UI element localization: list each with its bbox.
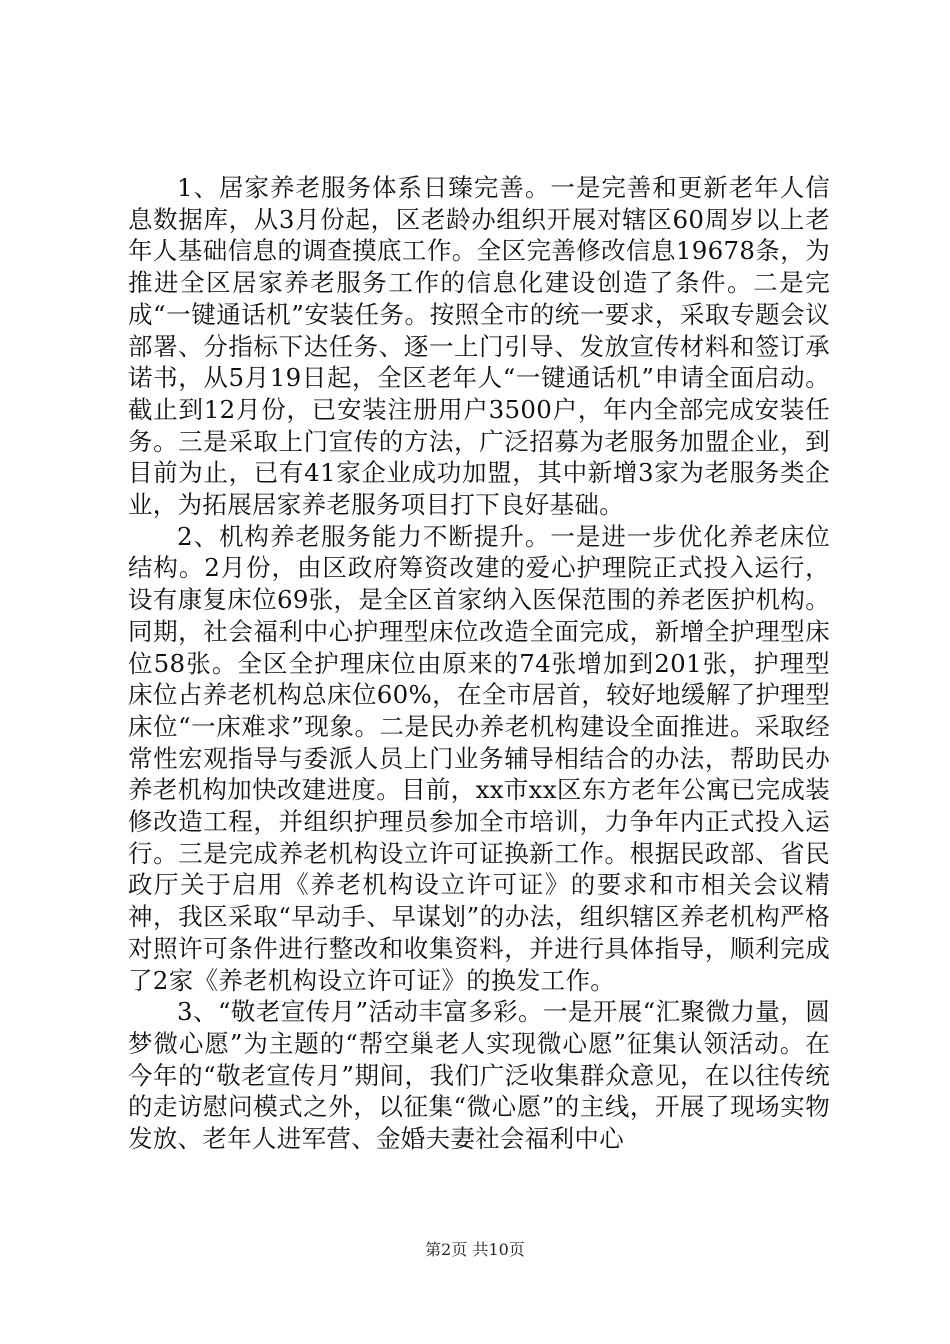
paragraph-institution-care: 2、机构养老服务能力不断提升。一是进一步优化养老床位结构。2月份，由区政府筹资改建的爱心护理院正式投入运行，设有康复床位69张，是全区首家纳入医保范围的养老医护机构。同期，社会福利中心护理型床位改造全面完成，新增全护理型床位58张。全区全护理床位由原来的74张增加到201张，护理型床位占养老机构总床位60%，在全市居首，较好地缓解了护理型床位“一床难求”现象。二是民办养老机构建设全面推进。采取经常性宏观指导与委派人员上门业务辅导相结合的办法，帮助民办养老机构加快改建进度。目前，xx市xx区东方老年公寓已完成装修改造工程，并组织护理员参加全市培训，力争年内正式投入运行。三是完成养老机构设立许可证换新工作。根据民政部、省民政厅关于启用《养老机构设立许可证》的要求和市相关会议精神，我区采取“早动手、早谋划”的办法，组织辖区养老机构严格对照许可条件进行整改和收集资料，并进行具体指导，顺利完成了2家《养老机构设立许可证》的换发工作。	[128, 521, 830, 995]
paragraph-respect-month: 3、“敬老宣传月”活动丰富多彩。一是开展“汇聚微力量，圆梦微心愿”为主题的“帮空巢老人实现微心愿”征集认领活动。在今年的“敬老宣传月”期间，我们广泛收集群众意见，在以往传统的走访慰问模式之外，以征集“微心愿”的主线，开展了现场实物发放、老年人进军营、金婚夫妻社会福利中心	[128, 997, 830, 1154]
page-number-footer: 第2页 共10页	[425, 1240, 525, 1259]
paragraph-home-care: 1、居家养老服务体系日臻完善。一是完善和更新老年人信息数据库，从3月份起，区老龄办组织开展对辖区60周岁以上老年人基础信息的调查摸底工作。全区完善修改信息19678条，为推进全区居家养老服务工作的信息化建设创造了条件。二是完成“一键通话机”安装任务。按照全市的统一要求，采取专题会议部署、分指标下达任务、逐一上门引导、发放宣传材料和签订承诺书，从5月19日起，全区老年人“一键通话机”申请全面启动。截止到12月份，已安装注册用户3500户，年内全部完成安装任务。三是采取上门宣传的方法，广泛招募为老服务加盟企业，到目前为止，已有41家企业成功加盟，其中新增3家为老服务类企业，为拓展居家养老服务项目打下良好基础。	[128, 173, 830, 520]
document-body	[128, 172, 830, 1155]
